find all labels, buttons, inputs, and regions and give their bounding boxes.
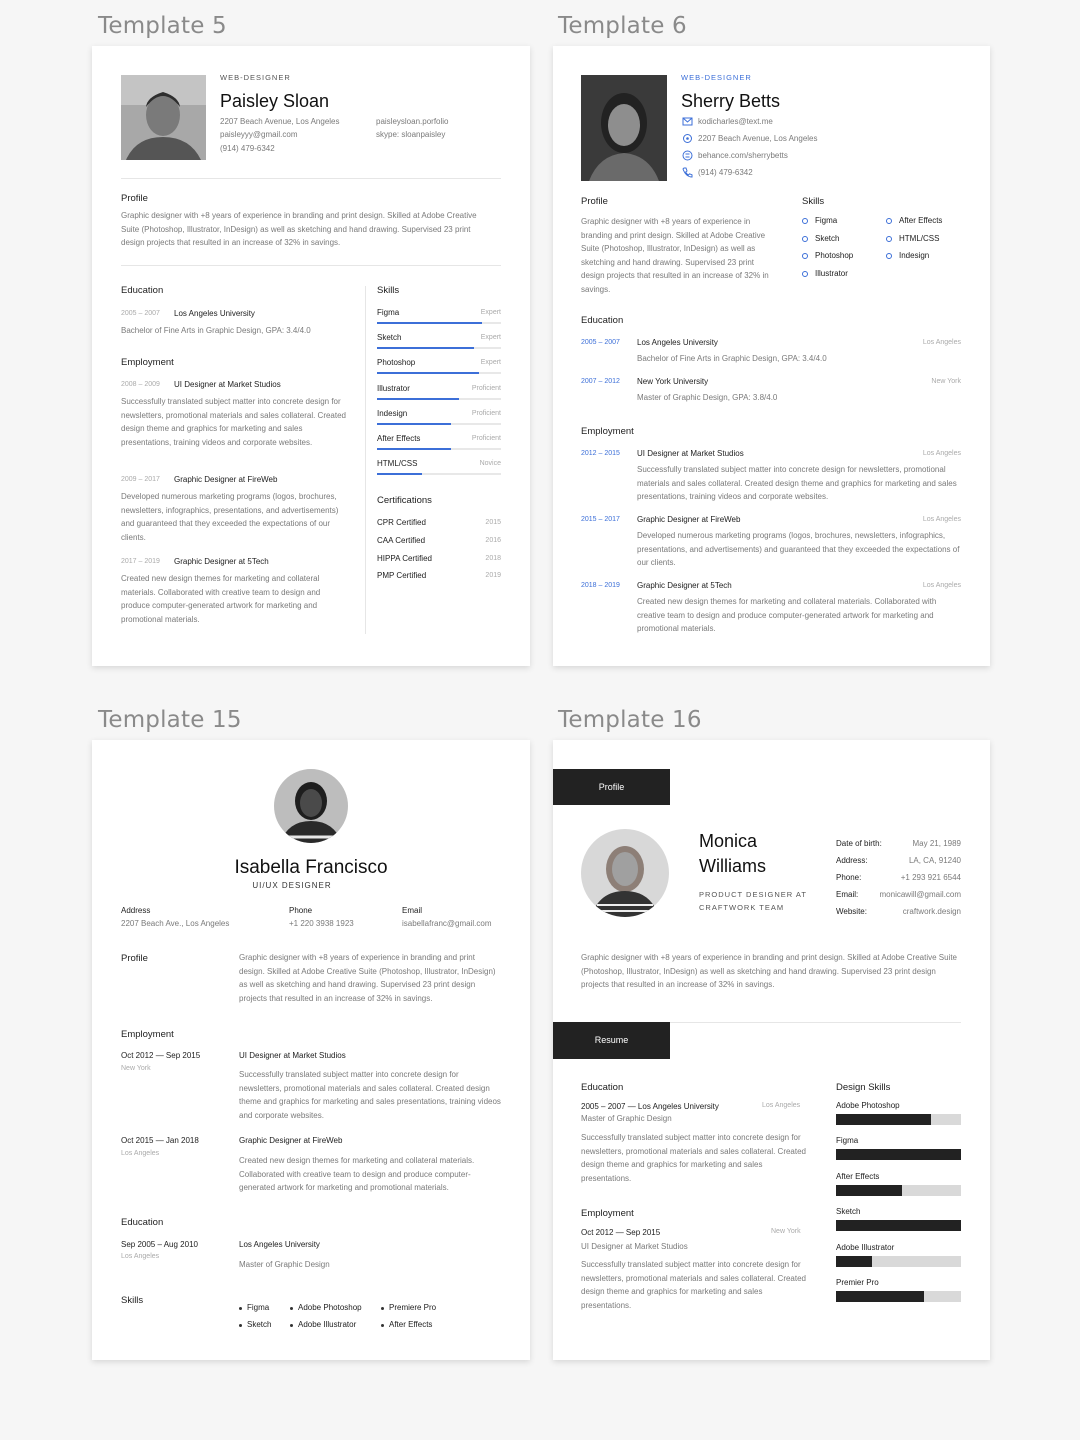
skill-level: Expert bbox=[480, 309, 501, 316]
skill-level: Proficient bbox=[471, 435, 501, 442]
employment-heading: Employment bbox=[581, 1208, 634, 1219]
skill-bar bbox=[377, 398, 501, 400]
skill-name: HTML/CSS bbox=[377, 459, 418, 469]
bullet-icon bbox=[886, 218, 892, 224]
job-location: Los Angeles bbox=[121, 1150, 160, 1157]
skill-bar bbox=[836, 1220, 961, 1231]
skill-bar bbox=[836, 1149, 961, 1160]
phone-label: Phone bbox=[289, 906, 313, 915]
cert-name: CAA Certified bbox=[377, 535, 426, 545]
address: 2207 Beach Ave., Los Angeles bbox=[121, 919, 230, 928]
divider bbox=[670, 1022, 961, 1023]
skill-bar-fill bbox=[836, 1291, 924, 1302]
job-desc: Developed numerous marketing programs (logos, brochures, newsletters, infographics, presentations, and advertisements) and guaranteed that they exceeded the expectations of our clients. bbox=[121, 492, 339, 542]
design-skills-heading: Design Skills bbox=[836, 1082, 891, 1093]
skill-name: After Effects bbox=[377, 434, 421, 443]
skill-level: Novice bbox=[479, 460, 501, 468]
template-15-label: Template 15 bbox=[98, 707, 242, 733]
job-desc: Created new design themes for marketing and collateral materials. Collaborated with creative team to design and produce computer-generated artwork for marketing and promotional materials. bbox=[239, 1156, 475, 1192]
education-heading: Education bbox=[121, 285, 164, 296]
profile-heading: Profile bbox=[581, 196, 608, 207]
bullet-icon bbox=[886, 236, 892, 242]
cert-year: 2015 bbox=[485, 519, 501, 526]
template-5-label: Template 5 bbox=[98, 13, 227, 39]
skill-bar-fill bbox=[836, 1220, 961, 1231]
skill-name: After Effects bbox=[836, 1171, 880, 1181]
edu-dates: 2005 – 2007 — Los Angeles University bbox=[581, 1102, 719, 1111]
edu-school: New York University bbox=[637, 377, 709, 386]
info-label: Email: bbox=[836, 890, 859, 899]
edu-degree: Master of Graphic Design bbox=[581, 1114, 672, 1123]
phone: (914) 479-6342 bbox=[220, 144, 275, 153]
profile-tab[interactable]: Profile bbox=[553, 769, 670, 805]
profile-text: Graphic designer with +8 years of experience in branding and print design. Skilled at Adobe Creative Suite (Photoshop, Illustrator, InDesign) as well as sketching and hand drawing. Supervised 23 print design projects that resulted in an increase of 32% in savings. bbox=[581, 953, 958, 989]
role-line-1: PRODUCT DESIGNER AT bbox=[699, 890, 807, 899]
edu-degree: Bachelor of Fine Arts in Graphic Design, GPA: 3.4/4.0 bbox=[637, 354, 827, 363]
edu-school: Los Angeles University bbox=[174, 309, 255, 318]
info-value: May 21, 1989 bbox=[912, 839, 961, 848]
job-dates: 2015 – 2017 bbox=[581, 516, 620, 523]
website[interactable]: behance.com/sherrybetts bbox=[698, 151, 788, 160]
skill-name: Premiere Pro bbox=[389, 1303, 437, 1312]
skill-name: Adobe Illustrator bbox=[836, 1242, 895, 1252]
edu-dates: 2005 – 2007 bbox=[581, 339, 620, 346]
mail-icon bbox=[682, 116, 693, 127]
cert-year: 2018 bbox=[485, 554, 501, 562]
address: 2207 Beach Avenue, Los Angeles bbox=[220, 117, 340, 126]
edu-dates: 2007 – 2012 bbox=[581, 378, 620, 385]
skill-name: Sketch bbox=[377, 333, 402, 343]
phone: (914) 479-6342 bbox=[698, 168, 753, 177]
skill-name: After Effects bbox=[899, 216, 943, 225]
divider bbox=[121, 178, 501, 179]
job-dates: Oct 2015 — Jan 2018 bbox=[121, 1136, 199, 1145]
info-value: +1 293 921 6544 bbox=[900, 873, 961, 882]
address: 2207 Beach Avenue, Los Angeles bbox=[698, 134, 818, 143]
skill-bar bbox=[836, 1114, 961, 1125]
bullet-icon bbox=[290, 1307, 293, 1310]
edu-degree: Bachelor of Fine Arts in Graphic Design, GPA: 3.4/4.0 bbox=[121, 326, 311, 335]
job-desc: Developed numerous marketing programs (logos, brochures, newsletters, infographics, presentations, and advertisements) and guaranteed that they exceeded the expectations of our clients. bbox=[637, 531, 960, 567]
skill-name: Premier Pro bbox=[836, 1278, 879, 1287]
job-title: UI Designer at Market Studios bbox=[174, 380, 281, 389]
role: WEB-DESIGNER bbox=[681, 73, 752, 82]
bullet-icon bbox=[381, 1307, 384, 1310]
job-title: UI Designer at Market Studios bbox=[239, 1051, 346, 1060]
bullet-icon bbox=[802, 271, 808, 277]
skill-name: Indesign bbox=[899, 251, 930, 261]
skill-bar-fill bbox=[836, 1185, 902, 1196]
info-label: Website: bbox=[836, 907, 867, 916]
profile-photo bbox=[274, 769, 348, 843]
info-label: Phone: bbox=[836, 873, 862, 882]
bullet-icon bbox=[802, 218, 808, 224]
employment-heading: Employment bbox=[121, 1029, 174, 1040]
profile-photo bbox=[581, 75, 667, 181]
name: Paisley Sloan bbox=[220, 91, 330, 111]
edu-location: Los Angeles bbox=[762, 1102, 801, 1109]
skill-name: Illustrator bbox=[377, 383, 410, 393]
portrait-icon bbox=[274, 769, 348, 843]
bullet-icon bbox=[802, 253, 808, 259]
job-dates: 2009 – 2017 bbox=[121, 476, 160, 483]
job-location: New York bbox=[121, 1065, 151, 1072]
skill-name: Photoshop bbox=[815, 251, 854, 261]
template-6-label: Template 6 bbox=[558, 13, 687, 39]
bullet-icon bbox=[290, 1324, 293, 1327]
cert-year: 2019 bbox=[485, 572, 501, 580]
job-desc: Successfully translated subject matter into concrete design for newsletters, promotional materials and sales collateral. Created design theme and graphics for marketing and sales presentations, training videos and corporate websites. bbox=[121, 397, 346, 447]
info-value: LA, CA, 91240 bbox=[908, 856, 961, 865]
cert-name: CPR Certified bbox=[377, 518, 426, 527]
skills-heading: Skills bbox=[377, 285, 400, 296]
info-value: monicawill@gmail.com bbox=[879, 890, 961, 899]
job-dates: Oct 2012 — Sep 2015 bbox=[581, 1228, 661, 1237]
template-16-label: Template 16 bbox=[558, 707, 702, 733]
edu-dates: 2005 – 2007 bbox=[121, 310, 160, 317]
phone-icon bbox=[682, 167, 693, 178]
skill-bar-fill bbox=[377, 448, 451, 450]
job-dates: 2017 – 2019 bbox=[121, 558, 160, 565]
skill-bar-fill bbox=[377, 322, 482, 324]
skill-bar-fill bbox=[377, 473, 422, 475]
edu-location: New York bbox=[931, 378, 961, 385]
divider bbox=[121, 265, 501, 266]
portrait-icon bbox=[121, 75, 206, 160]
edu-location: Los Angeles bbox=[922, 339, 961, 346]
email[interactable]: isabellafranc@gmail.com bbox=[402, 919, 492, 928]
job-title: Graphic Designer at 5Tech bbox=[637, 581, 732, 590]
email[interactable]: kodicharles@text.me bbox=[698, 117, 773, 126]
employment-heading: Employment bbox=[121, 357, 174, 368]
info-label: Address: bbox=[836, 856, 868, 865]
job-desc: Successfully translated subject matter into concrete design for newsletters, promotional materials and sales collateral. Created design theme and graphics for marketing and sales presentations, training videos and corporate websites. bbox=[239, 1070, 501, 1120]
skill-level: Proficient bbox=[471, 409, 501, 417]
profile-text: Graphic designer with +8 years of experience in branding and print design. Skilled at Adobe Creative Suite (Photoshop, Illustrator, InDesign) as well as sketching and hand drawing. Supervised 23 print design projects that resulted in an increase of 32% in savings. bbox=[121, 211, 477, 247]
job-title: Graphic Designer at 5Tech bbox=[174, 557, 269, 566]
template-16-card[interactable] bbox=[553, 740, 990, 1360]
column-divider bbox=[365, 286, 366, 634]
skill-name: Sketch bbox=[836, 1207, 861, 1217]
skill-bar-fill bbox=[836, 1114, 931, 1125]
role: UI/UX DESIGNER bbox=[252, 881, 332, 890]
skill-level: Expert bbox=[480, 359, 501, 367]
email[interactable]: paisleyyy@gmail.com bbox=[220, 130, 298, 139]
job-location: New York bbox=[771, 1228, 801, 1235]
job-title: UI Designer at Market Studios bbox=[637, 449, 744, 458]
skill-name: Figma bbox=[247, 1303, 270, 1312]
job-title: Graphic Designer at FireWeb bbox=[174, 475, 278, 484]
edu-dates: Sep 2005 – Aug 2010 bbox=[121, 1240, 198, 1249]
skill-name: Figma bbox=[377, 308, 400, 317]
job-dates: 2018 – 2019 bbox=[581, 582, 620, 589]
skill-bar-fill bbox=[377, 423, 451, 425]
skill-bar-fill bbox=[377, 347, 474, 349]
role: WEB-DESIGNER bbox=[220, 73, 291, 82]
profile-heading: Profile bbox=[121, 193, 148, 204]
job-desc: Created new design themes for marketing and collateral materials. Collaborated with creative team to design and produce computer-generated artwork for marketing and promotional materials. bbox=[637, 597, 937, 633]
skill-bar bbox=[377, 372, 501, 374]
profile-photo bbox=[121, 75, 206, 160]
skill-level: Expert bbox=[480, 334, 501, 342]
job-location: Los Angeles bbox=[922, 450, 961, 457]
skill-name: Sketch bbox=[247, 1320, 272, 1329]
job-dates: Oct 2012 — Sep 2015 bbox=[121, 1051, 201, 1060]
job-dates: 2008 – 2009 bbox=[121, 381, 160, 388]
job-title: UI Designer at Market Studios bbox=[581, 1242, 688, 1251]
name: Sherry Betts bbox=[681, 91, 781, 111]
edu-degree: Master of Graphic Design, GPA: 3.8/4.0 bbox=[637, 393, 778, 402]
name: Isabella Francisco bbox=[234, 857, 388, 878]
template-6-card[interactable] bbox=[553, 46, 990, 666]
last-name: Williams bbox=[699, 856, 766, 876]
job-desc: Successfully translated subject matter into concrete design for newsletters, promotional materials and sales collateral. Created design theme and graphics for marketing and sales presentations. bbox=[581, 1260, 806, 1310]
edu-location: Los Angeles bbox=[121, 1253, 160, 1260]
skill-name: Adobe Photoshop bbox=[298, 1303, 362, 1312]
cert-name: PMP Certified bbox=[377, 571, 427, 581]
location-icon bbox=[682, 133, 693, 144]
job-location: Los Angeles bbox=[922, 516, 961, 523]
edu-desc: Successfully translated subject matter into concrete design for newsletters, promotional materials and sales collateral. Created design theme and graphics for marketing and sales presentations. bbox=[581, 1133, 806, 1183]
education-heading: Education bbox=[581, 1082, 624, 1093]
phone: +1 220 3938 1923 bbox=[289, 919, 354, 928]
profile-heading: Profile bbox=[121, 953, 148, 964]
education-heading: Education bbox=[581, 315, 624, 326]
skill-bar bbox=[377, 473, 501, 475]
edu-school: Los Angeles University bbox=[239, 1240, 320, 1249]
resume-tab[interactable]: Resume bbox=[553, 1022, 670, 1059]
skill-name: Adobe Photoshop bbox=[836, 1101, 900, 1110]
info-value: craftwork.design bbox=[902, 907, 961, 916]
skill-bar bbox=[836, 1185, 961, 1196]
bullet-icon bbox=[239, 1324, 242, 1327]
cert-year: 2016 bbox=[485, 536, 501, 544]
job-title: Graphic Designer at FireWeb bbox=[239, 1136, 343, 1145]
bullet-icon bbox=[886, 253, 892, 259]
skill-name: Photoshop bbox=[377, 358, 416, 368]
skill-bar bbox=[377, 322, 501, 324]
skill-bar bbox=[377, 448, 501, 450]
skill-bar-fill bbox=[836, 1149, 961, 1160]
skill-bar-fill bbox=[377, 398, 459, 400]
email-label: Email bbox=[402, 906, 423, 915]
bullet-icon bbox=[802, 236, 808, 242]
skill-bar-fill bbox=[836, 1256, 872, 1267]
portrait-icon bbox=[581, 829, 669, 917]
job-desc: Successfully translated subject matter into concrete design for newsletters, promotional materials and sales collateral. Created design theme and graphics for marketing and sales presentations, training videos and corporate websites. bbox=[637, 465, 957, 501]
bullet-icon bbox=[381, 1324, 384, 1327]
skill-level: Proficient bbox=[471, 384, 501, 392]
skill-bar bbox=[836, 1256, 961, 1267]
skill-name: Illustrator bbox=[815, 269, 848, 279]
edu-school: Los Angeles University bbox=[637, 338, 718, 347]
skill-name: HTML/CSS bbox=[899, 233, 940, 243]
employment-heading: Employment bbox=[581, 426, 634, 437]
skill-name: After Effects bbox=[389, 1320, 433, 1329]
job-title: Graphic Designer at FireWeb bbox=[637, 515, 741, 524]
skill-bar bbox=[836, 1291, 961, 1302]
skills-heading: Skills bbox=[121, 1295, 144, 1306]
profile-text: Graphic designer with +8 years of experience in branding and print design. Skilled at Adobe Creative Suite (Photoshop, Illustrator, InDesign) as well as sketching and hand drawing. Supervised 23 print design projects that resulted in an increase of 32% in savings. bbox=[239, 953, 496, 1003]
portfolio[interactable]: paisleysloan.porfolio bbox=[376, 117, 449, 126]
skills-heading: Skills bbox=[802, 196, 825, 207]
skill-name: Sketch bbox=[815, 233, 840, 243]
portrait-icon bbox=[581, 75, 667, 181]
certifications-heading: Certifications bbox=[377, 495, 432, 506]
profile-photo bbox=[581, 829, 669, 917]
edu-degree: Master of Graphic Design bbox=[239, 1260, 330, 1269]
cert-name: HIPPA Certified bbox=[377, 553, 432, 563]
bullet-icon bbox=[239, 1307, 242, 1310]
behance-icon bbox=[682, 150, 693, 161]
skill-bar-fill bbox=[377, 372, 479, 374]
template-15-card[interactable] bbox=[92, 740, 530, 1360]
skill-name: Figma bbox=[815, 216, 838, 225]
first-name: Monica bbox=[699, 831, 758, 851]
job-location: Los Angeles bbox=[922, 582, 961, 589]
skill-name: Indesign bbox=[377, 408, 408, 418]
job-desc: Created new design themes for marketing and collateral materials. Collaborated with creative team to design and produce computer-generated artwork for marketing and promotional materials. bbox=[121, 574, 321, 624]
education-heading: Education bbox=[121, 1217, 164, 1228]
skill-name: Figma bbox=[836, 1136, 859, 1146]
skill-name: Adobe Illustrator bbox=[298, 1320, 357, 1329]
skype: skype: sloanpaisley bbox=[376, 130, 446, 139]
info-label: Date of birth: bbox=[836, 839, 882, 848]
job-dates: 2012 – 2015 bbox=[581, 450, 620, 457]
skill-bar bbox=[377, 347, 501, 349]
skill-bar bbox=[377, 423, 501, 425]
role-line-2: CRAFTWORK TEAM bbox=[699, 903, 785, 912]
template-5-card[interactable] bbox=[92, 46, 530, 666]
profile-text: Graphic designer with +8 years of experience in branding and print design. Skilled at Adobe Creative Suite (Photoshop, Illustrator, InDesign) as well as sketching and hand drawing. Supervised 23 print design projects that resulted in an increase of 32% in savings. bbox=[581, 217, 769, 294]
address-label: Address bbox=[121, 906, 151, 915]
